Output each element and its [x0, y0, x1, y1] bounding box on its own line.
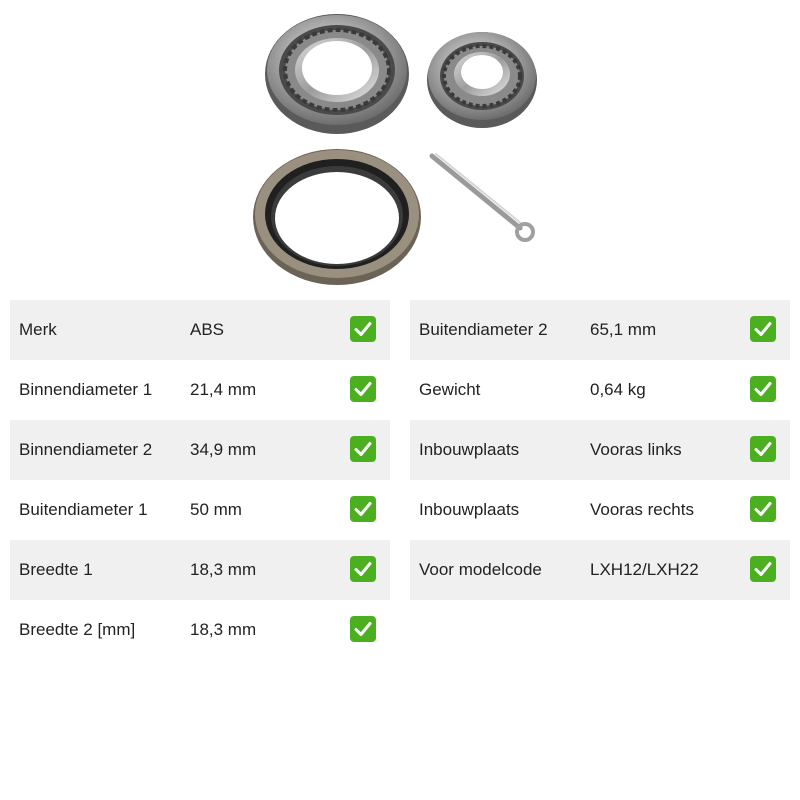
spec-label: Buitendiameter 2 — [419, 320, 548, 339]
spec-value: 21,4 mm — [190, 380, 257, 399]
spec-row — [10, 300, 390, 360]
spec-value: 34,9 mm — [190, 440, 257, 459]
spec-value: 50 mm — [190, 500, 242, 519]
check-mark-icon — [750, 496, 776, 522]
spec-label: Breedte 1 — [19, 560, 93, 579]
spec-value: 0,64 kg — [590, 380, 646, 399]
spec-label: Inbouwplaats — [419, 440, 520, 459]
spec-row — [410, 300, 790, 360]
check-mark-icon — [750, 376, 776, 402]
spec-value: Vooras links — [590, 440, 682, 459]
spec-row — [410, 540, 790, 600]
check-mark-icon — [350, 436, 376, 462]
spec-label: Buitendiameter 1 — [19, 500, 148, 519]
check-mark-icon — [350, 316, 376, 342]
oil-seal — [253, 149, 421, 285]
spec-label: Voor modelcode — [419, 560, 542, 579]
spec-row — [10, 480, 390, 540]
check-mark-icon — [350, 496, 376, 522]
spec-value: 65,1 mm — [590, 320, 657, 339]
spec-value: LXH12/LXH22 — [590, 560, 699, 579]
spec-label: Binnendiameter 2 — [19, 440, 153, 459]
spec-table-left — [10, 300, 390, 660]
spec-label: Gewicht — [419, 380, 481, 399]
spec-label: Breedte 2 [mm] — [19, 620, 136, 639]
small-bearing — [427, 32, 537, 128]
large-bearing — [265, 14, 409, 134]
check-mark-icon — [350, 556, 376, 582]
spec-table-right — [410, 300, 790, 600]
check-mark-icon — [750, 436, 776, 462]
check-mark-icon — [750, 316, 776, 342]
wheel-bearing-kit-picture — [240, 8, 560, 290]
spec-label: Binnendiameter 1 — [19, 380, 153, 399]
spec-row — [10, 600, 390, 660]
product-image — [240, 8, 560, 290]
spec-row — [10, 540, 390, 600]
check-mark-icon — [350, 616, 376, 642]
check-mark-icon — [350, 376, 376, 402]
cotter-pin — [432, 154, 533, 240]
spec-value: ABS — [190, 320, 225, 339]
spec-row — [410, 480, 790, 540]
spec-value: 18,3 mm — [190, 560, 257, 579]
check-mark-icon — [750, 556, 776, 582]
spec-label: Inbouwplaats — [419, 500, 520, 519]
spec-row — [410, 360, 790, 420]
spec-row — [10, 420, 390, 480]
spec-label: Merk — [19, 320, 57, 339]
spec-row — [10, 360, 390, 420]
spec-value: 18,3 mm — [190, 620, 257, 639]
spec-row — [410, 420, 790, 480]
spec-value: Vooras rechts — [590, 500, 694, 519]
